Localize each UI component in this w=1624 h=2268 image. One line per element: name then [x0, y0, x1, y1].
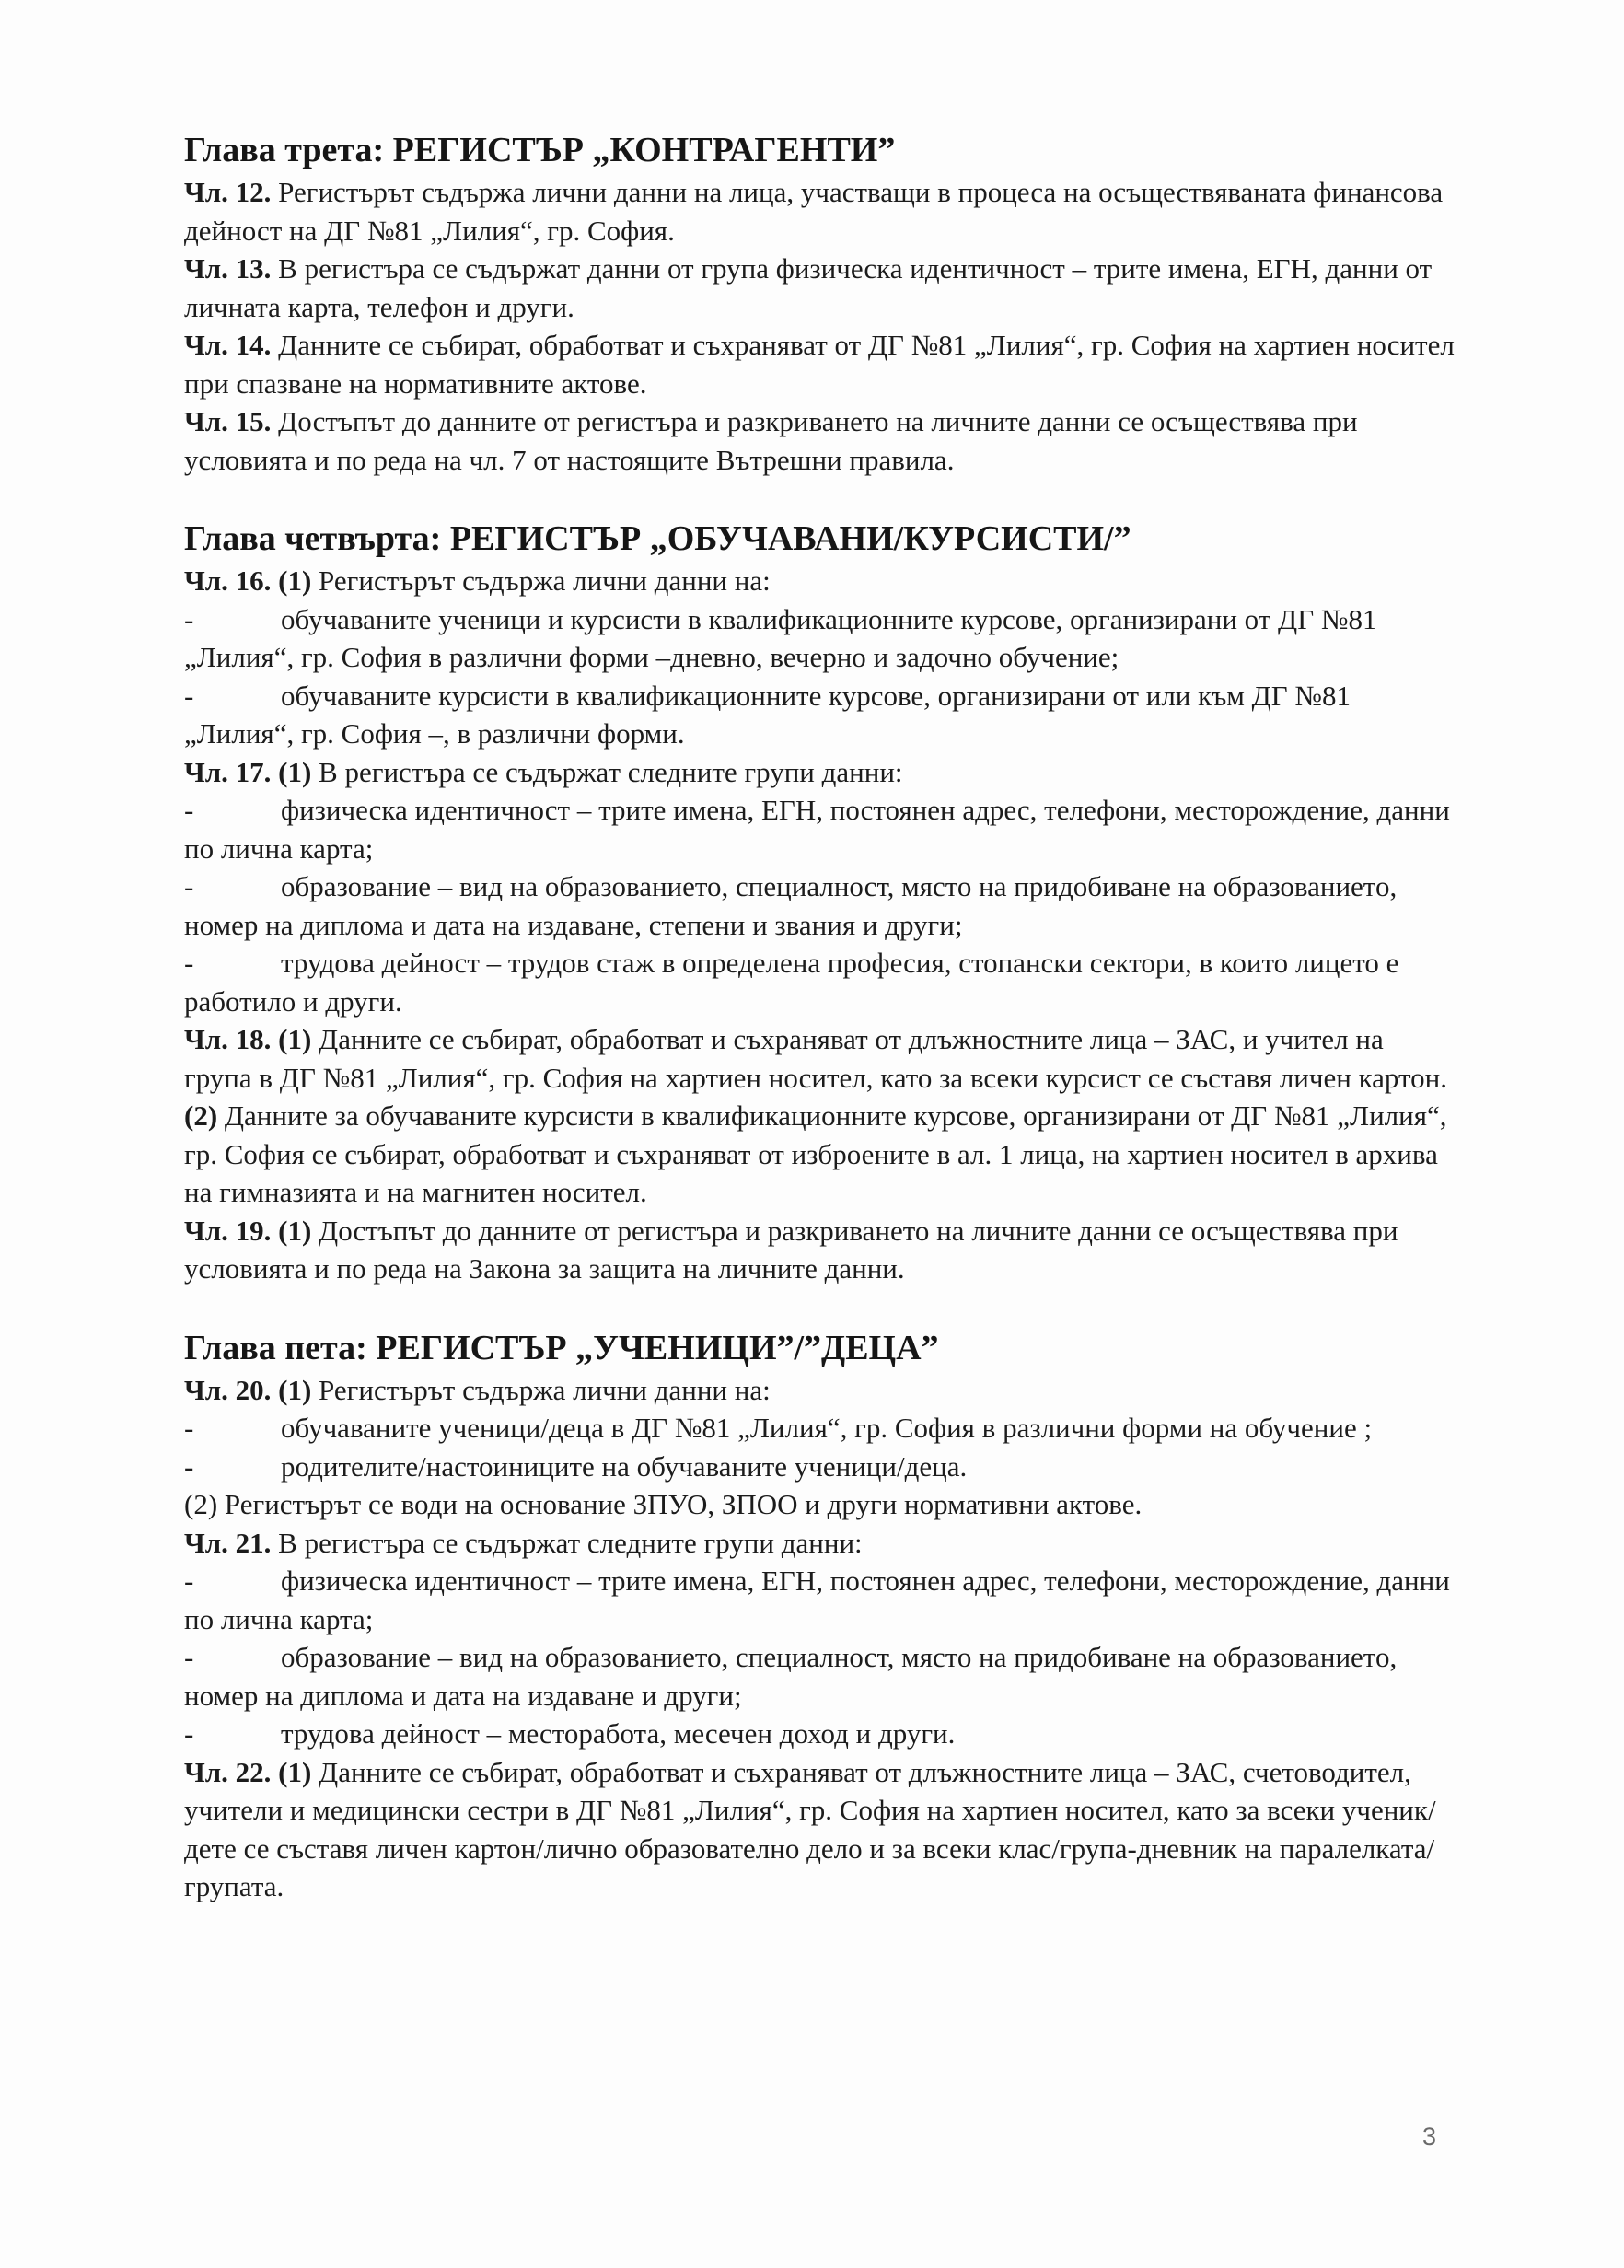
chapter-heading: Глава пета: РЕГИСТЪР „УЧЕНИЦИ”/”ДЕЦА” — [184, 1328, 939, 1367]
list-dash: - — [184, 1717, 194, 1750]
list-item — [184, 1638, 1455, 1715]
article-text: Данните се събират, обработват и съхраняват от ДГ №81 „Лилия“, гр. София на хартиен носител при спазване на нормативните актове. — [184, 329, 1455, 400]
list-dash: - — [184, 947, 194, 979]
chapter-four — [184, 518, 1455, 1288]
list-item — [184, 944, 1455, 1020]
list-item-text: трудова дейност – месторабота, месечен доход и други. — [281, 1717, 956, 1750]
list-item — [184, 1409, 1455, 1448]
list-item — [184, 1562, 1455, 1638]
article-number: (2) — [184, 1099, 218, 1132]
article-text: В регистъра се съдържат следните групи данни: — [311, 755, 903, 788]
article-number: Чл. 21. — [184, 1526, 272, 1559]
list-item-text: родителите/настоиниците на обучаваните ученици/деца. — [281, 1449, 968, 1483]
list-dash: - — [184, 1641, 194, 1673]
article-number: Чл. 22. (1) — [184, 1755, 312, 1788]
article-paragraph — [184, 1212, 1455, 1288]
article-number: Чл. 19. (1) — [184, 1214, 312, 1247]
article-paragraph — [184, 402, 1455, 479]
article-number: Чл. 18. (1) — [184, 1023, 312, 1055]
article-text: Регистърът съдържа лични данни на: — [311, 564, 771, 597]
list-dash: - — [184, 794, 194, 826]
list-item — [184, 677, 1455, 753]
list-item — [184, 1715, 1455, 1753]
article-paragraph — [184, 1524, 1455, 1563]
article-text: Данните за обучаваните курсисти в квалификационните курсове, организирани от ДГ №81 „Лилия“, гр. София се събират, обработват и съхраняват от изброените в ал. 1 лица, на хартиен носител в архива на гимназията и на магнитен носител. — [184, 1099, 1447, 1208]
article-paragraph — [184, 1097, 1455, 1212]
list-dash: - — [184, 870, 194, 902]
article-text: В регистъра се съдържат данни от група физическа идентичност – трите имена, ЕГН, данни от личната карта, телефон и други. — [184, 252, 1433, 323]
article-text: Регистърът съдържа лични данни на: — [311, 1373, 771, 1406]
article-number: Чл. 12. — [184, 176, 272, 208]
article-number: Чл. 17. (1) — [184, 755, 312, 788]
plain-paragraph: (2) Регистърът се води на основание ЗПУО, ЗПОО и други нормативни актове. — [184, 1488, 1143, 1520]
document-body — [184, 129, 1455, 1906]
list-item-text: трудова дейност – трудов стаж в определена професия, стопански сектори, в които лицето е работило и други. — [184, 947, 1399, 1018]
chapter-three — [184, 129, 1455, 479]
list-item-text: обучаваните ученици и курсисти в квалификационните курсове, организирани от ДГ №81 „Лилия“, гр. София в различни форми –дневно, вечерно и задочно обучение; — [184, 602, 1377, 673]
list-dash: - — [184, 1564, 194, 1597]
article-number: Чл. 14. — [184, 329, 272, 361]
article-text: Данните се събират, обработват и съхраняват от длъжностните лица – ЗАС, счетоводител, учители и медицински сестри в ДГ №81 „Лилия“, гр. София на хартиен носител, като за всеки ученик/дете се съставя личен картон/лично образователно дело и за всеки клас/група-дневник на паралелката/групата. — [184, 1755, 1436, 1902]
list-dash: - — [184, 602, 194, 635]
list-item-text: обучаваните курсисти в квалификационните курсове, организирани от или към ДГ №81 „Лилия“, гр. София –, в различни форми. — [184, 679, 1351, 750]
article-paragraph — [184, 1753, 1455, 1906]
article-text: Регистърът съдържа лични данни на лица, участващи в процеса на осъществяваната финансова дейност на ДГ №81 „Лилия“, гр. София. — [184, 176, 1444, 247]
article-text: Достъпът до данните от регистъра и разкриването на личните данни се осъществява при условията и по реда на Закона за защита на личните данни. — [184, 1214, 1398, 1285]
list-dash: - — [184, 1412, 194, 1444]
list-dash: - — [184, 679, 194, 712]
list-item-text: образование – вид на образованието, специалност, място на придобиване на образованието, номер на диплома и дата на издаване и други; — [184, 1641, 1398, 1712]
article-paragraph — [184, 1020, 1455, 1097]
chapter-heading: Глава четвърта: РЕГИСТЪР „ОБУЧАВАНИ/КУРСИСТИ/” — [184, 519, 1131, 558]
list-item — [184, 867, 1455, 944]
article-number: Чл. 15. — [184, 405, 272, 437]
list-item-text: физическа идентичност – трите имена, ЕГН, постоянен адрес, телефони, месторождение, данни по лична карта; — [184, 794, 1450, 865]
list-item-text: образование – вид на образованието, специалност, място на придобиване на образованието, номер на диплома и дата на издаване, степени и звания и други; — [184, 870, 1398, 941]
article-number: Чл. 13. — [184, 252, 272, 285]
list-item — [184, 600, 1455, 677]
list-dash: - — [184, 1449, 194, 1483]
article-paragraph — [184, 562, 1455, 600]
article-paragraph — [184, 1371, 1455, 1410]
list-item — [184, 791, 1455, 867]
list-item-text: обучаваните ученици/деца в ДГ №81 „Лилия“, гр. София в различни форми на обучение ; — [281, 1412, 1373, 1444]
chapter-heading: Глава трета: РЕГИСТЪР „КОНТРАГЕНТИ” — [184, 131, 896, 169]
article-text: Данните се събират, обработват и съхраняват от длъжностните лица – ЗАС, и учител на група в ДГ №81 „Лилия“, гр. София на хартиен носител, като за всеки курсист се съставя личен картон. — [184, 1023, 1447, 1094]
chapter-five — [184, 1327, 1455, 1906]
article-paragraph — [184, 173, 1455, 250]
article-paragraph — [184, 326, 1455, 402]
article-paragraph — [184, 250, 1455, 326]
article-number: Чл. 16. (1) — [184, 564, 312, 597]
page-number: 3 — [1422, 2123, 1437, 2150]
list-item-text: физическа идентичност – трите имена, ЕГН, постоянен адрес, телефони, месторождение, данни по лична карта; — [184, 1564, 1450, 1635]
article-text: Достъпът до данните от регистъра и разкриването на личните данни се осъществява при условията и по реда на чл. 7 от настоящите Вътрешни правила. — [184, 405, 1358, 476]
article-number: Чл. 20. (1) — [184, 1373, 312, 1406]
article-paragraph — [184, 753, 1455, 792]
list-item — [184, 1448, 1455, 1486]
article-text: В регистъра се съдържат следните групи данни: — [271, 1526, 863, 1559]
